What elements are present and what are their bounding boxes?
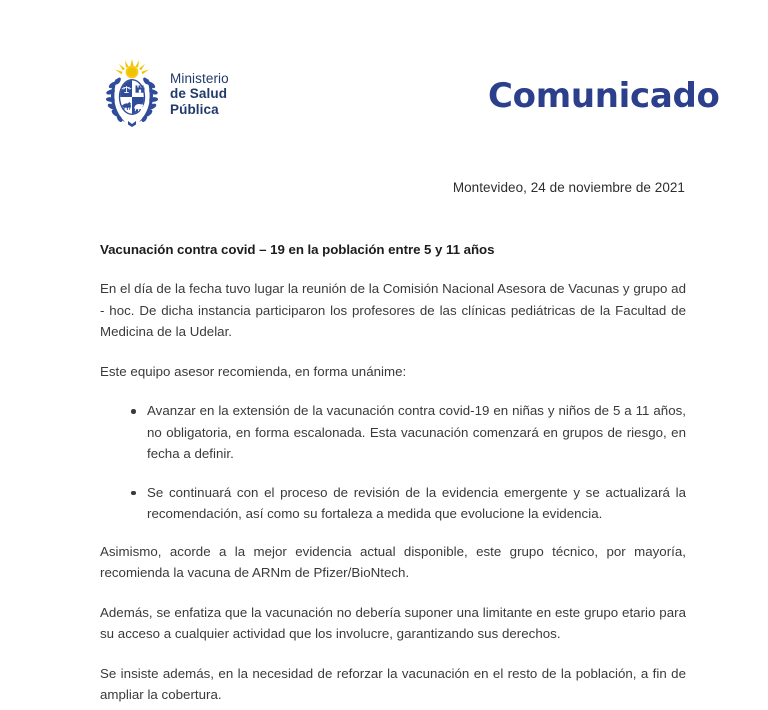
paragraph-lead-in: Este equipo asesor recomienda, en forma unánime: [100,363,407,379]
ministry-name [170,69,229,116]
recommendations-list [100,400,686,525]
paragraph-intro: En el día de la fecha tuvo lugar la reunión de la Comisión Nacional Asesora de Vacunas y grupo ad - hoc. De dicha instancia participaron los profesores de las clínicas pediátricas de la Facultad de Medicina de la Udelar. [100,281,686,340]
document-type-title: Comunicado [488,76,720,116]
list-item: Avanzar en la extensión de la vacunación contra covid-19 en niñas y niños de 5 a 11 años, no obligatoria, en forma escalonada. Esta vacunación comenzará en grupos de riesgo, en fecha a definir. [100,400,686,465]
list-item: Se continuará con el proceso de revisión de la evidencia emergente y se actualizará la recomendación, así como su fortaleza a medida que evolucione la evidencia. [100,482,686,525]
uruguay-coat-of-arms-icon [103,57,161,129]
ministry-line-1: Ministerio [170,71,229,87]
paragraph-insiste: Se insiste además, en la necesidad de reforzar la vacunación en el resto de la población, a fin de ampliar la cobertura. [100,665,686,703]
document-subject-heading: Vacunación contra covid – 19 en la población entre 5 y 11 años [100,242,495,257]
document-body [100,180,686,706]
ministry-line-2: de Salud [170,86,228,102]
paragraph-ademas: Además, se enfatiza que la vacunación no debería suponer una limitante en este grupo etario para su acceso a cualquier actividad que los involucre, garantizando sus derechos. [100,604,686,642]
ministry-line-3: Pública [170,101,219,117]
document-header [0,0,768,160]
paragraph-asimismo: Asimismo, acorde a la mejor evidencia actual disponible, este grupo técnico, por mayoría, recomienda la vacuna de ARNm de Pfizer/BioNtech. [100,543,686,581]
ministry-logo [103,57,229,129]
date-line: Montevideo, 24 de noviembre de 2021 [452,180,685,195]
